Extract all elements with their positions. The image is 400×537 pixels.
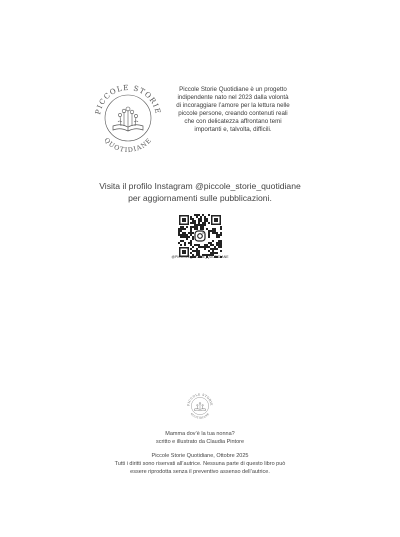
qr-module [192, 238, 194, 240]
qr-module [196, 228, 198, 230]
qr-module [218, 242, 220, 244]
about-line: importanti e, talvolta, difficili. [194, 126, 272, 134]
qr-module [206, 244, 208, 246]
qr-module [198, 220, 200, 222]
qr-module [216, 236, 218, 238]
qr-module [198, 224, 200, 226]
qr-module [182, 226, 184, 228]
qr-module [192, 220, 194, 222]
qr-module [184, 242, 186, 244]
qr-module [198, 214, 200, 216]
qr-module [192, 250, 194, 252]
piccole-storie-small-logo [185, 391, 215, 421]
qr-module [202, 246, 204, 248]
qr-module [182, 228, 184, 230]
qr-module [200, 216, 202, 218]
logo-bottom-text: QUOTIDIANE [102, 136, 154, 155]
qr-module [208, 214, 210, 216]
qr-module [206, 246, 208, 248]
qr-module [196, 250, 198, 252]
qr-module [192, 218, 194, 220]
qr-module [198, 252, 200, 254]
qr-module [180, 234, 182, 236]
qr-module [194, 224, 196, 226]
qr-module [192, 222, 194, 224]
qr-module [196, 248, 198, 250]
qr-module [190, 228, 192, 230]
qr-module [190, 244, 192, 246]
about-line: che con delicatezza affrontano temi [184, 118, 282, 126]
qr-module [184, 244, 186, 246]
qr-module [212, 230, 214, 232]
about-line: Piccole Storie Quotidiane è un progetto [179, 86, 287, 93]
qr-module [210, 242, 212, 244]
qr-module [202, 226, 204, 228]
qr-module [214, 248, 216, 250]
qr-module [216, 242, 218, 244]
qr-module [204, 246, 206, 248]
qr-module [204, 222, 206, 224]
qr-module [194, 244, 196, 246]
qr-module [190, 222, 192, 224]
qr-module [190, 248, 192, 250]
qr-module [220, 246, 222, 248]
qr-module [184, 232, 186, 234]
qr-module [180, 226, 182, 228]
qr-module [204, 220, 206, 222]
qr-module [182, 232, 184, 234]
qr-module [198, 222, 200, 224]
qr-module [206, 228, 208, 230]
qr-module [190, 232, 192, 234]
qr-module [220, 234, 222, 236]
qr-module [210, 248, 212, 250]
qr-module [184, 234, 186, 236]
qr-module [178, 232, 180, 234]
qr-module [214, 246, 216, 248]
qr-module [180, 244, 182, 246]
qr-module [208, 232, 210, 234]
qr-module [200, 224, 202, 226]
qr-module [200, 228, 202, 230]
qr-module [204, 216, 206, 218]
svg-text:QUOTIDIANE [103, 136, 154, 154]
qr-module [196, 224, 198, 226]
qr-module [218, 246, 220, 248]
qr-module [218, 244, 220, 246]
qr-module [220, 244, 222, 246]
qr-module [220, 228, 222, 230]
book-author: scritto e illustrato da Claudia Pintore [155, 438, 245, 445]
qr-module [194, 250, 196, 252]
qr-module [190, 218, 192, 220]
qr-module [208, 242, 210, 244]
qr-module [212, 252, 214, 254]
qr-module [196, 244, 198, 246]
qr-module [180, 230, 182, 232]
qr-module [212, 248, 214, 250]
qr-module [214, 232, 216, 234]
qr-module [202, 228, 204, 230]
qr-module [188, 232, 190, 234]
qr-module [204, 248, 206, 250]
qr-module [206, 220, 208, 222]
qr-module [220, 232, 222, 234]
qr-module [208, 234, 210, 236]
qr-module [196, 216, 198, 218]
qr-module [190, 226, 192, 228]
qr-module [204, 218, 206, 220]
small-logo-top-text: PICCOLE STORIE [186, 392, 214, 407]
qr-module [200, 226, 202, 228]
qr-module [184, 228, 186, 230]
qr-module [190, 242, 192, 244]
qr-module [190, 234, 192, 236]
qr-module [196, 226, 198, 228]
book-title: Mamma dov’è la tua nonna? [165, 431, 235, 437]
qr-module [186, 238, 188, 240]
qr-module [202, 214, 204, 216]
qr-module [198, 246, 200, 248]
piccole-storie-logo [88, 78, 168, 158]
instagram-line-2: per aggiornamenti sulle pubblicazioni. [128, 192, 272, 203]
qr-module [188, 242, 190, 244]
qr-module [204, 224, 206, 226]
qr-module [182, 234, 184, 236]
qr-module [180, 228, 182, 230]
qr-module [198, 218, 200, 220]
qr-module [212, 240, 214, 242]
qr-module [220, 250, 222, 252]
qr-module [218, 236, 220, 238]
svg-text:QUOTIDIANE [190, 412, 210, 420]
qr-module [188, 236, 190, 238]
instagram-icon [194, 230, 206, 242]
qr-module [214, 228, 216, 230]
qr-module [204, 244, 206, 246]
qr-module [178, 228, 180, 230]
qr-module [216, 232, 218, 234]
qr-module [194, 222, 196, 224]
qr-module [214, 252, 216, 254]
qr-module [190, 252, 192, 254]
qr-module [208, 246, 210, 248]
qr-module [202, 222, 204, 224]
rights-line: Tutti i diritti sono riservati all’autrice. Nessuna parte di questo libro può [114, 461, 286, 468]
qr-module [216, 234, 218, 236]
flowers-icon [118, 107, 138, 126]
about-line: piccole persone, creando contenuti reali [178, 110, 288, 118]
qr-module [184, 236, 186, 238]
qr-caption: @PICCOLE_STORIE_QUOTIDIANE [171, 255, 229, 259]
qr-module [178, 230, 180, 232]
qr-module [212, 232, 214, 234]
qr-module [210, 244, 212, 246]
qr-module [192, 236, 194, 238]
qr-module [206, 218, 208, 220]
qr-module [192, 232, 194, 234]
qr-module [208, 222, 210, 224]
qr-module [218, 240, 220, 242]
qr-module [212, 228, 214, 230]
qr-module [198, 250, 200, 252]
qr-module [212, 244, 214, 246]
qr-module [194, 228, 196, 230]
qr-module [194, 226, 196, 228]
qr-module [178, 234, 180, 236]
qr-module [192, 246, 194, 248]
logo-top-text: PICCOLE STORIE [93, 82, 163, 116]
qr-module [200, 246, 202, 248]
qr-module [186, 226, 188, 228]
instagram-qr-code[interactable] [178, 214, 222, 258]
qr-module [186, 236, 188, 238]
qr-module [194, 220, 196, 222]
qr-module [192, 226, 194, 228]
qr-module [200, 220, 202, 222]
qr-module [196, 214, 198, 216]
instagram-line-1: Visita il profilo Instagram @piccole_storie_quotidiane [99, 181, 301, 191]
qr-module [208, 236, 210, 238]
qr-module [218, 234, 220, 236]
credits-block [0, 431, 400, 477]
about-line: indipendente nato nel 2023 dalla volontà [177, 94, 289, 102]
qr-module [180, 240, 182, 242]
qr-module [208, 250, 210, 252]
qr-module [200, 218, 202, 220]
qr-module [182, 236, 184, 238]
qr-module [180, 236, 182, 238]
qr-module [198, 244, 200, 246]
small-logo-bottom-text: QUOTIDIANE [189, 412, 211, 420]
qr-module [212, 250, 214, 252]
small-flowers-icon [197, 403, 204, 409]
qr-module [186, 234, 188, 236]
about-line: di incoraggiare l’amore per la lettura nelle [176, 102, 290, 110]
qr-module [216, 244, 218, 246]
edition-line: Piccole Storie Quotidiane, Ottobre 2025 [151, 452, 249, 459]
qr-module [196, 252, 198, 254]
qr-module [210, 230, 212, 232]
qr-module [190, 216, 192, 218]
qr-module [214, 230, 216, 232]
qr-module [220, 240, 222, 242]
qr-module [194, 214, 196, 216]
qr-module [220, 226, 222, 228]
qr-module [220, 242, 222, 244]
qr-module [208, 230, 210, 232]
qr-module [216, 248, 218, 250]
qr-module [178, 242, 180, 244]
rights-line: essere riprodotta senza il preventivo assenso dell’autrice. [130, 469, 270, 476]
qr-module [190, 230, 192, 232]
qr-module [210, 252, 212, 254]
about-text [172, 86, 294, 135]
instagram-invite [0, 181, 400, 204]
qr-module [216, 252, 218, 254]
qr-module [202, 224, 204, 226]
qr-module [190, 240, 192, 242]
qr-module [182, 240, 184, 242]
